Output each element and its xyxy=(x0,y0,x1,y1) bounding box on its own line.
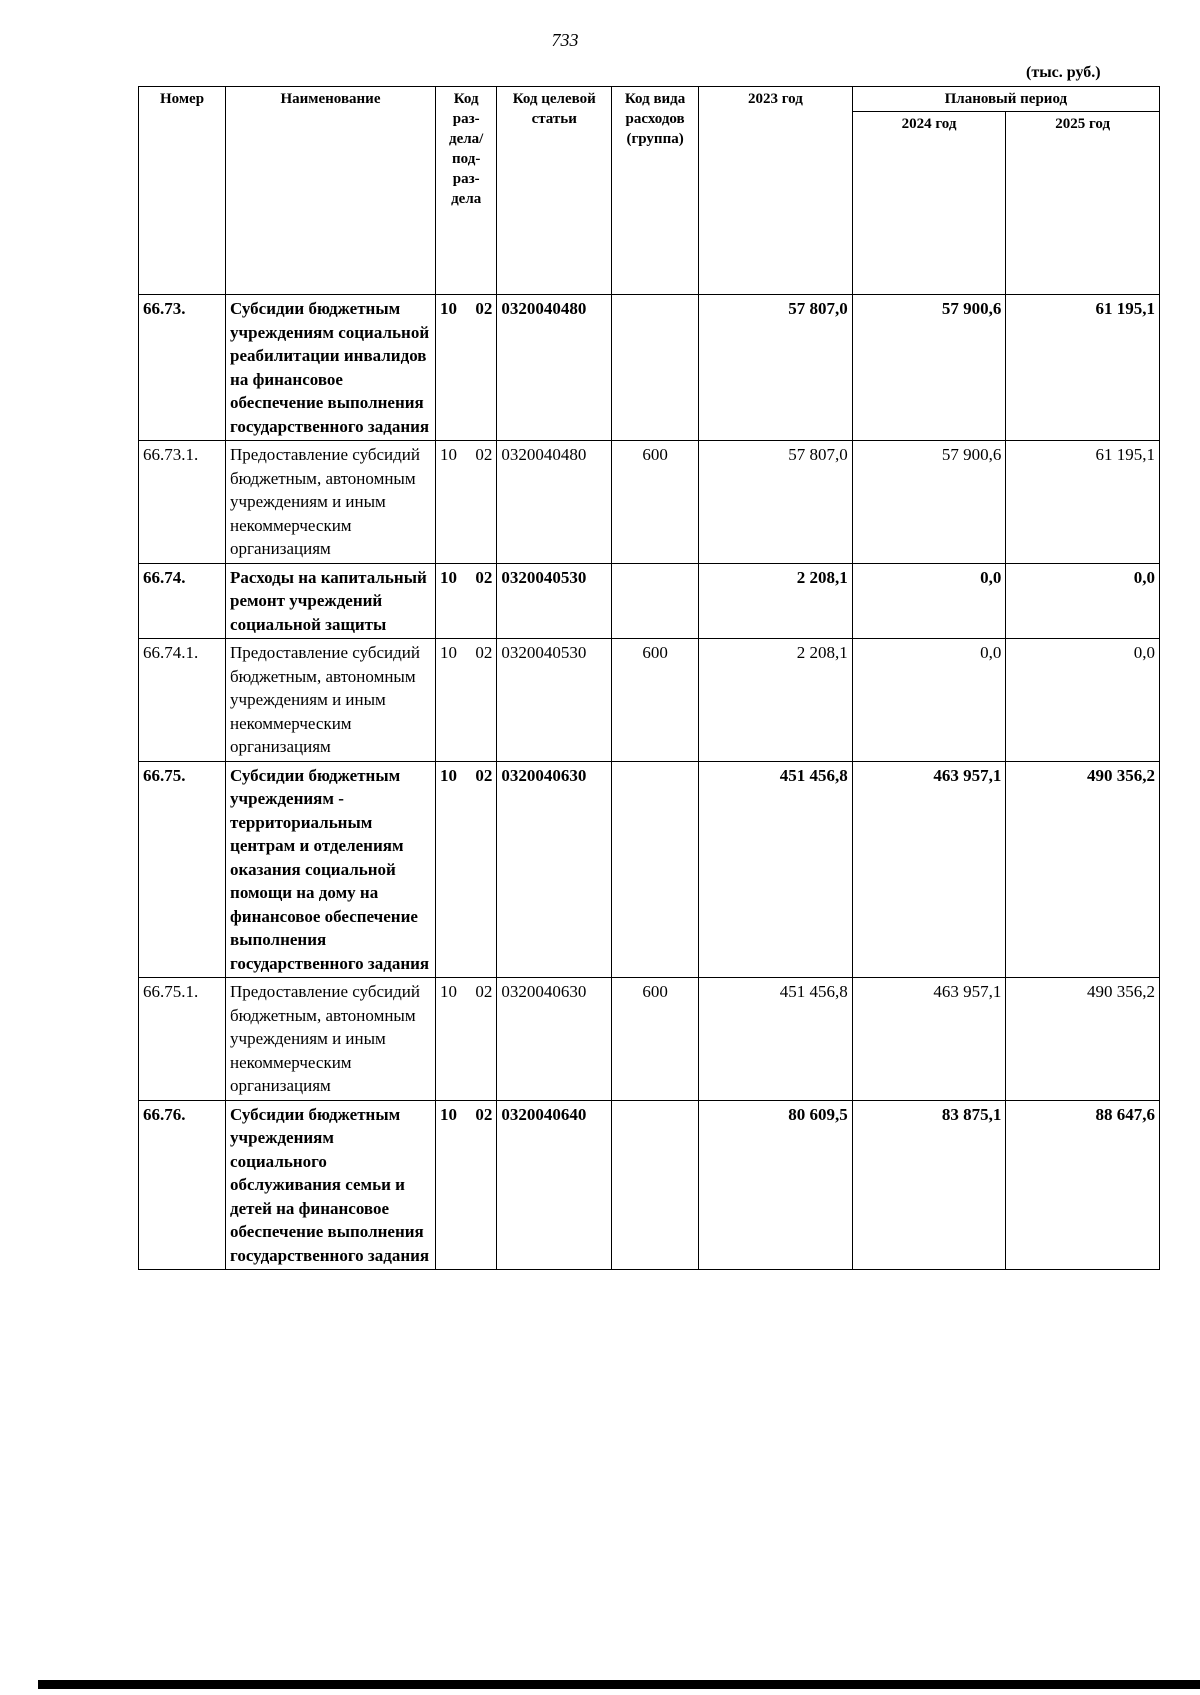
row-2025: 61 195,1 xyxy=(1006,441,1160,564)
table-row xyxy=(139,761,1160,978)
row-celev: 0320040480 xyxy=(497,441,612,564)
row-vid xyxy=(612,563,699,639)
row-razdel xyxy=(435,1100,496,1270)
row-2023: 2 208,1 xyxy=(699,639,853,762)
row-celev: 0320040630 xyxy=(497,978,612,1101)
row-number: 66.74. xyxy=(139,563,226,639)
table-row xyxy=(139,441,1160,564)
row-razdel-code: 10 xyxy=(439,982,457,1001)
page-number: 733 xyxy=(551,30,579,50)
row-vid xyxy=(612,1100,699,1270)
row-razdel xyxy=(435,978,496,1101)
header-name: Наименование xyxy=(226,87,436,295)
row-celev: 0320040630 xyxy=(497,761,612,978)
header-2023: 2023 год xyxy=(699,87,853,295)
table-row xyxy=(139,563,1160,639)
row-celev: 0320040530 xyxy=(497,639,612,762)
row-vid xyxy=(612,295,699,441)
row-number: 66.74.1. xyxy=(139,639,226,762)
row-2024: 463 957,1 xyxy=(852,761,1006,978)
row-razdel xyxy=(435,441,496,564)
row-name: Субсидии бюджетным учреждениям социальной реабилитации инвалидов на финансовое обеспечение выполнения государственного задания xyxy=(226,295,436,441)
header-vid: Код вида расходов (группа) xyxy=(612,87,699,295)
row-razdel xyxy=(435,295,496,441)
row-2025: 490 356,2 xyxy=(1006,761,1160,978)
row-podrazdel-code: 02 xyxy=(475,765,493,785)
row-celev: 0320040480 xyxy=(497,295,612,441)
row-razdel xyxy=(435,761,496,978)
row-2023: 2 208,1 xyxy=(699,563,853,639)
row-razdel xyxy=(435,563,496,639)
row-podrazdel-code: 02 xyxy=(475,299,493,318)
row-vid: 600 xyxy=(612,978,699,1101)
row-2023: 451 456,8 xyxy=(699,978,853,1101)
row-2025: 61 195,1 xyxy=(1006,295,1160,441)
row-2024: 0,0 xyxy=(852,563,1006,639)
row-podrazdel-code: 02 xyxy=(475,1104,493,1124)
table-row xyxy=(139,639,1160,762)
row-razdel-code: 10 xyxy=(439,299,457,318)
row-name: Предоставление субсидий бюджетным, автономным учреждениям и иным некоммерческим организациям xyxy=(226,441,436,564)
header-plan-period: Плановый период xyxy=(852,87,1159,112)
row-2025: 0,0 xyxy=(1006,563,1160,639)
row-number: 66.75.1. xyxy=(139,978,226,1101)
row-podrazdel-code: 02 xyxy=(475,643,493,662)
row-2024: 0,0 xyxy=(852,639,1006,762)
header-celev: Код целевой статьи xyxy=(497,87,612,295)
row-2024: 83 875,1 xyxy=(852,1100,1006,1270)
header-number: Номер xyxy=(139,87,226,295)
row-number: 66.73.1. xyxy=(139,441,226,564)
row-razdel xyxy=(435,639,496,762)
row-2023: 80 609,5 xyxy=(699,1100,853,1270)
row-razdel-code: 10 xyxy=(439,445,457,464)
budget-table xyxy=(138,86,1160,1270)
row-celev: 0320040530 xyxy=(497,563,612,639)
table-row xyxy=(139,978,1160,1101)
row-name: Предоставление субсидий бюджетным, автономным учреждениям и иным некоммерческим организациям xyxy=(226,978,436,1101)
row-2025: 0,0 xyxy=(1006,639,1160,762)
row-2023: 451 456,8 xyxy=(699,761,853,978)
row-number: 66.73. xyxy=(139,295,226,441)
header-2025: 2025 год xyxy=(1006,112,1160,295)
row-podrazdel-code: 02 xyxy=(475,567,493,587)
row-celev: 0320040640 xyxy=(497,1100,612,1270)
row-name: Субсидии бюджетным учреждениям социального обслуживания семьи и детей на финансовое обеспечение выполнения государственного задания xyxy=(226,1100,436,1270)
table-row xyxy=(139,1100,1160,1270)
row-2024: 57 900,6 xyxy=(852,295,1006,441)
row-2024: 57 900,6 xyxy=(852,441,1006,564)
row-podrazdel-code: 02 xyxy=(475,445,493,464)
row-podrazdel-code: 02 xyxy=(475,982,493,1001)
row-name: Субсидии бюджетным учреждениям - территориальным центрам и отделениям оказания социальной помощи на дому на финансовое обеспечение выполнения государственного задания xyxy=(226,761,436,978)
table-row xyxy=(139,295,1160,441)
row-vid xyxy=(612,761,699,978)
table-body xyxy=(139,295,1160,1270)
row-2025: 88 647,6 xyxy=(1006,1100,1160,1270)
row-number: 66.76. xyxy=(139,1100,226,1270)
row-name: Предоставление субсидий бюджетным, автономным учреждениям и иным некоммерческим организациям xyxy=(226,639,436,762)
row-vid: 600 xyxy=(612,441,699,564)
row-vid: 600 xyxy=(612,639,699,762)
row-razdel-code: 10 xyxy=(439,765,457,785)
row-number: 66.75. xyxy=(139,761,226,978)
row-razdel-code: 10 xyxy=(439,643,457,662)
row-2023: 57 807,0 xyxy=(699,441,853,564)
footer-bar xyxy=(38,1680,1200,1689)
row-2023: 57 807,0 xyxy=(699,295,853,441)
header-2024: 2024 год xyxy=(852,112,1006,295)
row-name: Расходы на капитальный ремонт учреждений социальной защиты xyxy=(226,563,436,639)
row-2024: 463 957,1 xyxy=(852,978,1006,1101)
row-razdel-code: 10 xyxy=(439,567,457,587)
row-razdel-code: 10 xyxy=(439,1104,457,1124)
header-razdel: Код раз-дела/ под-раз-дела xyxy=(435,87,496,295)
row-2025: 490 356,2 xyxy=(1006,978,1160,1101)
units-label: (тыс. руб.) xyxy=(1026,64,1101,81)
